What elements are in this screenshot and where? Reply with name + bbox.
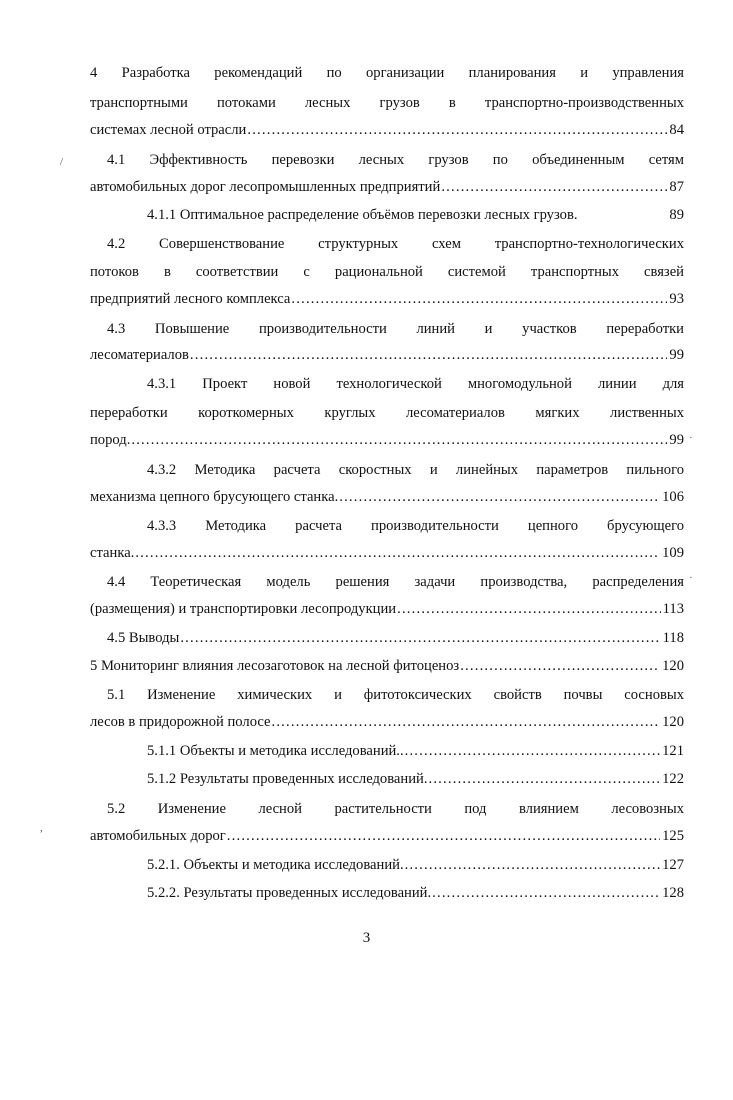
- dot-leader: [135, 542, 660, 564]
- toc-entry-title: 5.1.2 Результаты проведенных исследований.: [147, 771, 428, 787]
- toc-entry-4-3-3[interactable]: [90, 542, 684, 564]
- toc-entry-title: 5.2.1. Объекты и методика исследований.: [147, 857, 404, 873]
- dot-leader: [131, 429, 667, 451]
- toc-line: 4.3 Повышение производительности линий и участков переработки: [107, 321, 684, 337]
- dot-leader: [428, 768, 660, 790]
- scan-mark: ,: [40, 822, 43, 834]
- toc-entry-page: 99: [669, 347, 684, 363]
- toc-entry-page: 109: [662, 545, 684, 561]
- toc-entry-4-5[interactable]: [107, 627, 684, 649]
- dot-leader: [247, 119, 667, 141]
- toc-line: 5.1 Изменение химических и фитотоксических свойств почвы сосновых: [107, 687, 684, 703]
- dot-leader: [405, 854, 661, 876]
- dot-leader: [291, 288, 667, 310]
- toc-line: 4.2 Совершенствование структурных схем транспортно-технологических: [107, 236, 684, 252]
- toc-entry-4-1-1[interactable]: [147, 204, 684, 226]
- scan-mark: ·: [689, 432, 693, 444]
- toc-entry-title: автомобильных дорог: [90, 828, 226, 844]
- toc-entry-page: 122: [662, 771, 684, 787]
- toc-entry-title: 5.2.2. Результаты проведенных исследований.: [147, 885, 432, 901]
- dot-leader: [441, 176, 667, 198]
- toc-entry-title: лесоматериалов: [90, 347, 189, 363]
- toc-entry-title: 5.1.1 Объекты и методика исследований..: [147, 743, 404, 759]
- toc-line: потоков в соответствии с рациональной системой транспортных связей: [90, 264, 684, 280]
- dot-leader: [190, 344, 668, 366]
- toc-entry-page: 127: [662, 857, 684, 873]
- toc-entry-title: (размещения) и транспортировки лесопродукции: [90, 601, 397, 617]
- scan-mark: ·: [689, 572, 693, 584]
- dot-leader: [460, 655, 660, 677]
- dot-leader: [227, 825, 660, 847]
- toc-entry-page: 125: [662, 828, 684, 844]
- toc-entry-4-4[interactable]: [90, 598, 684, 620]
- toc-entry-5-1-1[interactable]: [147, 740, 684, 762]
- toc-entry-page: 106: [662, 489, 684, 505]
- scan-mark: /: [60, 156, 64, 168]
- toc-entry-page: 120: [662, 658, 684, 674]
- toc-entry-5-2-1[interactable]: [147, 854, 684, 876]
- toc-entry-page: 120: [662, 714, 684, 730]
- toc-entry-5-2-2[interactable]: [147, 882, 684, 904]
- dot-leader: [180, 627, 660, 649]
- toc-line: 4.3.3 Методика расчета производительности цепного брусующего: [147, 518, 684, 534]
- toc-entry-5-1[interactable]: [90, 711, 684, 733]
- toc-entry-title: пород.: [90, 432, 131, 448]
- toc-entry-page: 89: [669, 207, 684, 223]
- toc-entry-title: лесов в придорожной полосе: [90, 714, 271, 730]
- toc-entry-page: 113: [662, 601, 684, 617]
- toc-entry-title: станка.: [90, 545, 135, 561]
- toc-entry-title: 5 Мониторинг влияния лесозаготовок на лесной фитоценоз: [90, 658, 460, 674]
- dot-leader: [397, 598, 661, 620]
- toc-line: 4.4 Теоретическая модель решения задачи производства, распределения: [107, 574, 684, 590]
- page-number: 3: [362, 930, 371, 946]
- toc-entry-page: 93: [669, 291, 684, 307]
- toc-line: 4.3.2 Методика расчета скоростных и линейных параметров пильного: [147, 462, 684, 478]
- dot-leader: [339, 486, 660, 508]
- toc-entry-page: 84: [669, 122, 684, 138]
- toc-entry-4[interactable]: [90, 119, 684, 141]
- toc-line: 5.2 Изменение лесной растительности под влиянием лесовозных: [107, 801, 684, 817]
- toc-entry-page: 118: [662, 630, 684, 646]
- toc-line: 4.3.1 Проект новой технологической многомодульной линии для: [147, 376, 684, 392]
- toc-entry-title: автомобильных дорог лесопромышленных предприятий: [90, 179, 441, 195]
- toc-entry-4-3-2[interactable]: [90, 486, 684, 508]
- toc-entry-4-3-1[interactable]: [90, 429, 684, 451]
- toc-entry-5-2[interactable]: [90, 825, 684, 847]
- toc-entry-title: механизма цепного брусующего станка.: [90, 489, 339, 505]
- toc-entry-page: 128: [662, 885, 684, 901]
- toc-entry-page: 87: [669, 179, 684, 195]
- toc-entry-page: 99: [669, 432, 684, 448]
- toc-entry-title: 4.5 Выводы: [107, 630, 180, 646]
- toc-line: 4 Разработка рекомендаций по организации планирования и управления: [90, 65, 684, 81]
- toc-entry-title: предприятий лесного комплекса: [90, 291, 291, 307]
- toc-entry-5-1-2[interactable]: [147, 768, 684, 790]
- toc-entry-5[interactable]: [90, 655, 684, 677]
- dot-leader: [405, 740, 661, 762]
- toc-entry-4-3[interactable]: [90, 344, 684, 366]
- dot-leader: [271, 711, 660, 733]
- toc-entry-4-1[interactable]: [90, 176, 684, 198]
- toc-entry-4-2[interactable]: [90, 288, 684, 310]
- dot-leader: [432, 882, 660, 904]
- toc-entry-title: 4.1.1 Оптимальное распределение объёмов перевозки лесных грузов.: [147, 207, 578, 223]
- toc-entry-page: 121: [662, 743, 684, 759]
- toc-line: транспортными потоками лесных грузов в транспортно-производственных: [90, 95, 684, 111]
- toc-entry-title: системах лесной отрасли: [90, 122, 247, 138]
- toc-line: 4.1 Эффективность перевозки лесных грузов по объединенным сетям: [107, 152, 684, 168]
- toc-line: переработки короткомерных круглых лесоматериалов мягких лиственных: [90, 405, 684, 421]
